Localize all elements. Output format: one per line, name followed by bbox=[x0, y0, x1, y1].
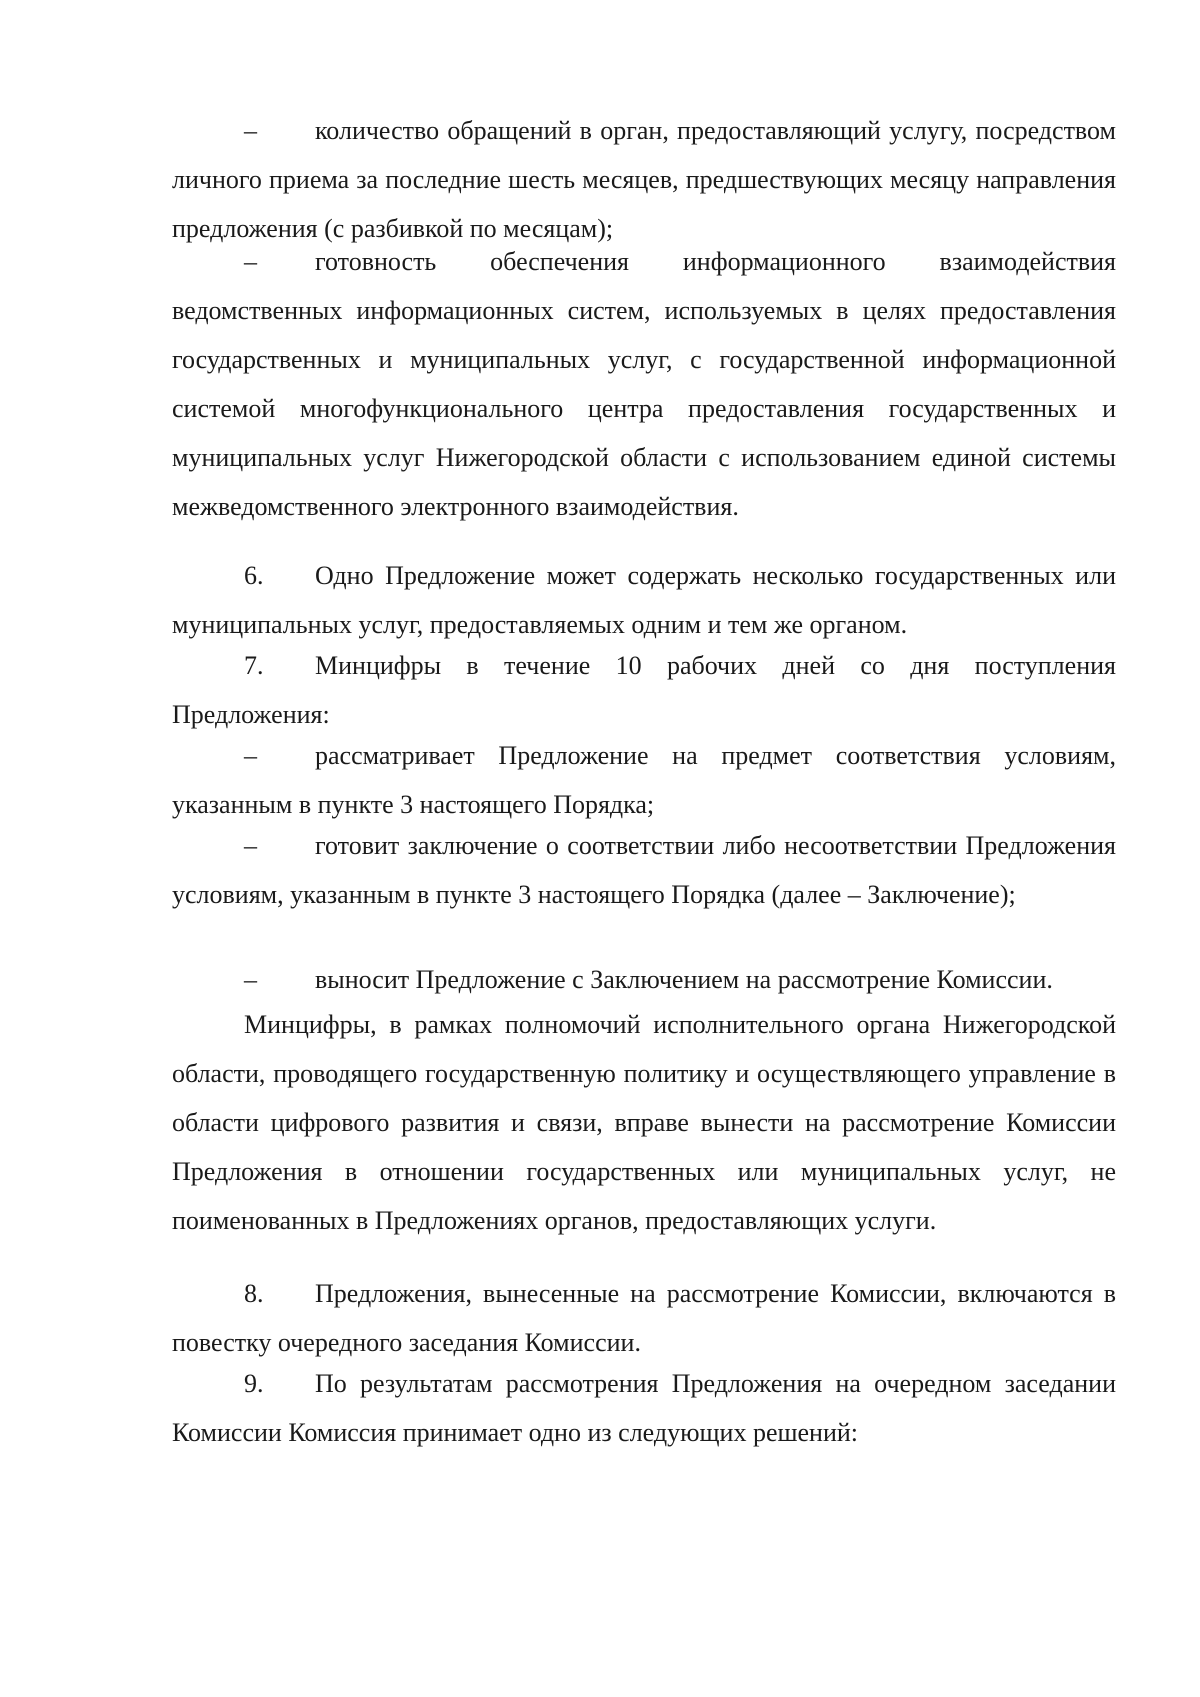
list-marker: – bbox=[244, 965, 257, 994]
list-marker: – bbox=[244, 247, 257, 276]
paragraph-item-6 bbox=[172, 551, 1116, 649]
paragraph-item-8 bbox=[172, 1269, 1116, 1367]
paragraph-text: Предложения, вынесенные на рассмотрение Комиссии, включаются в повестку очередного заседания Комиссии. bbox=[172, 1279, 1116, 1357]
paragraph-dash-3 bbox=[172, 731, 1116, 829]
list-marker: 7. bbox=[244, 651, 264, 680]
paragraph-text: Минцифры, в рамках полномочий исполнительного органа Нижегородской области, проводящего государственную политику и осуществляющего управление в области цифрового развития и связи, вправе вынести на рассмотрение Комиссии Предложения в отношении государственных или муниципальных услуг, не поименованных в Предложениях органов, предоставляющих услуги. bbox=[172, 1010, 1116, 1235]
list-marker: – bbox=[244, 116, 257, 145]
list-marker: 6. bbox=[244, 561, 264, 590]
paragraph-dash-4 bbox=[172, 821, 1116, 919]
list-marker: 9. bbox=[244, 1369, 264, 1398]
paragraph-text: По результатам рассмотрения Предложения на очередном заседании Комиссии Комиссия принимает одно из следующих решений: bbox=[172, 1369, 1116, 1447]
paragraph-text: готовность обеспечения информационного взаимодействия ведомственных информационных систем, используемых в целях предоставления государственных и муниципальных услуг, с государственной информационной системой многофункционального центра предоставления государственных и муниципальных услуг Нижегородской области с использованием единой системы межведомственного электронного взаимодействия. bbox=[172, 247, 1116, 521]
list-marker: 8. bbox=[244, 1279, 264, 1308]
paragraph-item-9 bbox=[172, 1359, 1116, 1457]
paragraph-item-7 bbox=[172, 641, 1116, 739]
paragraph-dash-1 bbox=[172, 106, 1116, 253]
paragraph-dash-5 bbox=[172, 955, 1116, 1004]
paragraph-dash-2 bbox=[172, 237, 1116, 531]
paragraph-text: Минцифры в течение 10 рабочих дней со дня поступления Предложения: bbox=[172, 651, 1116, 729]
paragraph-text: рассматривает Предложение на предмет соответствия условиям, указанным в пункте 3 настоящего Порядка; bbox=[172, 741, 1116, 819]
list-marker: – bbox=[244, 831, 257, 860]
paragraph-mincifry bbox=[172, 1000, 1116, 1245]
paragraph-text: выносит Предложение с Заключением на рассмотрение Комиссии. bbox=[315, 965, 1053, 994]
paragraph-text: готовит заключение о соответствии либо несоответствии Предложения условиям, указанным в пункте 3 настоящего Порядка (далее – Заключение); bbox=[172, 831, 1116, 909]
paragraph-text: Одно Предложение может содержать несколько государственных или муниципальных услуг, предоставляемых одним и тем же органом. bbox=[172, 561, 1116, 639]
paragraph-text: количество обращений в орган, предоставляющий услугу, посредством личного приема за последние шесть месяцев, предшествующих месяцу направления предложения (с разбивкой по месяцам); bbox=[172, 116, 1116, 243]
list-marker: – bbox=[244, 741, 257, 770]
